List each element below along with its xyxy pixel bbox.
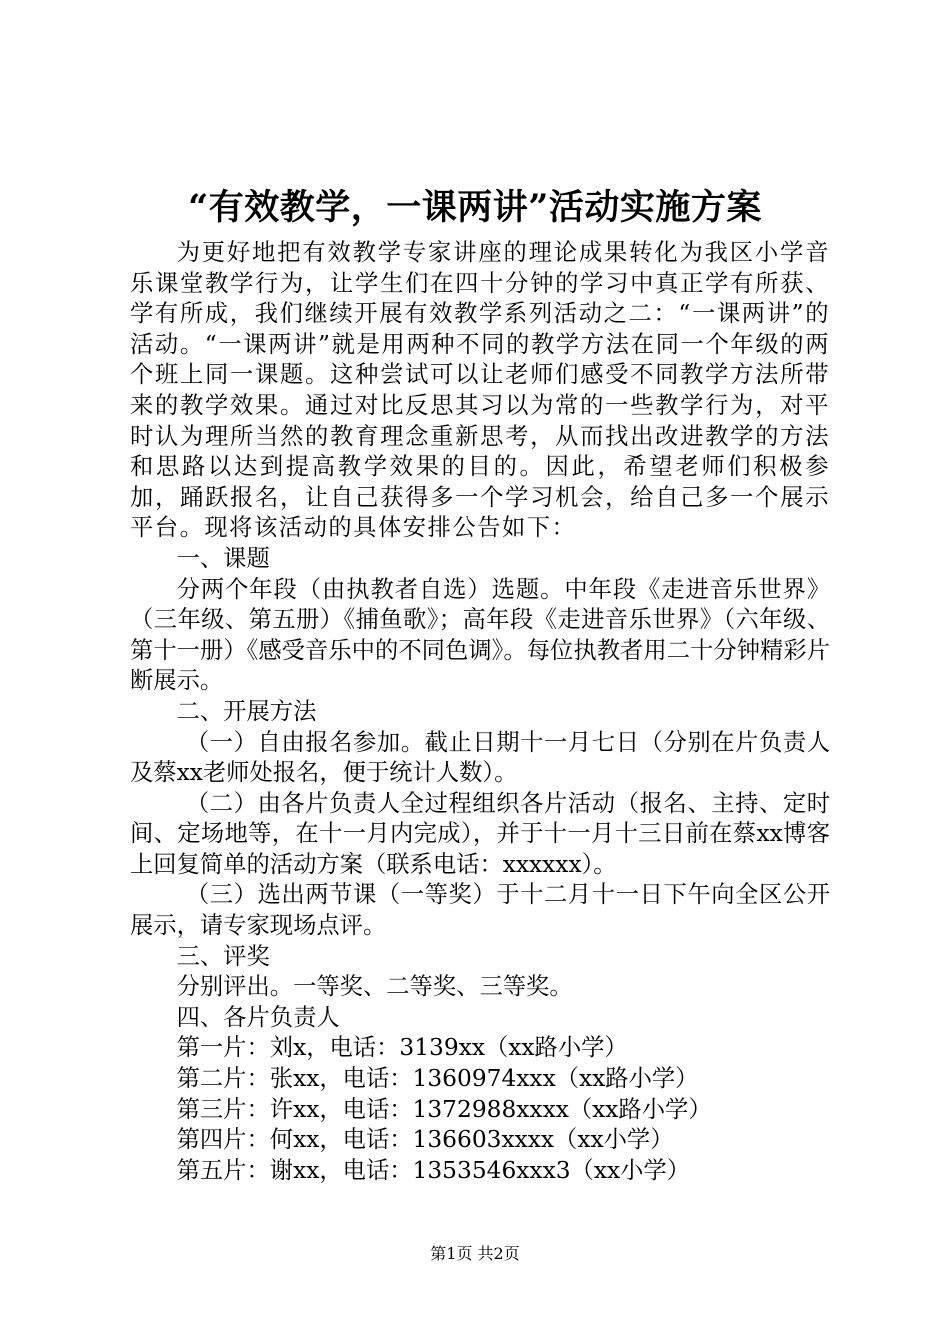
section-heading-awards: 三、评奖 <box>176 942 270 970</box>
leader-item: 第一片：刘x，电话：3139xx（xx路小学） <box>176 1034 628 1062</box>
section-heading-topic: 一、课题 <box>176 544 270 572</box>
document-body <box>130 238 830 1186</box>
leader-item: 第四片：何xx，电话：136603xxxx（xx小学） <box>176 1126 674 1154</box>
section-heading-leaders: 四、各片负责人 <box>176 1003 340 1031</box>
method-item-2: （二）由各片负责人全过程组织各片活动（报名、主持、定时间、定场地等，在十一月内完成），并于十一月十三日前在蔡xx博客上回复简单的活动方案（联系电话：xxxxxx）。 <box>130 789 830 878</box>
document-title: “有效教学，一课两讲”活动实施方案 <box>188 187 762 228</box>
leader-item: 第五片：谢xx，电话：1353546xxx3（xx小学） <box>176 1156 691 1184</box>
leader-item: 第二片：张xx，电话：1360974xxx（xx路小学） <box>176 1065 699 1093</box>
intro-paragraph: 为更好地把有效教学专家讲座的理论成果转化为我区小学音乐课堂教学行为，让学生们在四十分钟的学习中真正学有所获、学有所成，我们继续开展有效教学系列活动之二：“一课两讲”的活动。“一课两讲”就是用两种不同的教学方法在同一个年级的两个班上同一课题。这种尝试可以让老师们感受不同教学方法所带来的教学效果。通过对比反思其习以为常的一些教学行为，对平时认为理所当然的教育理念重新思考，从而找出改进教学的方法和思路以达到提高教学效果的目的。因此，希望老师们积极参加，踊跃报名，让自己获得多一个学习机会，给自己多一个展示平台。现将该活动的具体安排公告如下： <box>130 239 830 542</box>
leader-item: 第三片：许xx，电话：1372988xxxx（xx路小学） <box>176 1095 712 1123</box>
method-item-1: （一）自由报名参加。截止日期十一月七日（分别在片负责人及蔡xx老师处报名，便于统计人数）。 <box>130 728 830 787</box>
section-text-topic: 分两个年段（由执教者自选）选题。中年段《走进音乐世界》（三年级、第五册）《捕鱼歌》；高年段《走进音乐世界》（六年级、第十一册）《感受音乐中的不同色调》。每位执教者用二十分钟精彩片断展示。 <box>130 575 830 695</box>
page-footer: 第1页 共2页 <box>430 1244 520 1263</box>
method-item-3: （三）选出两节课（一等奖）于十二月十一日下午向全区公开展示，请专家现场点评。 <box>130 881 830 940</box>
section-text-awards: 分别评出。一等奖、二等奖、三等奖。 <box>176 973 573 1001</box>
section-heading-method: 二、开展方法 <box>176 697 317 725</box>
